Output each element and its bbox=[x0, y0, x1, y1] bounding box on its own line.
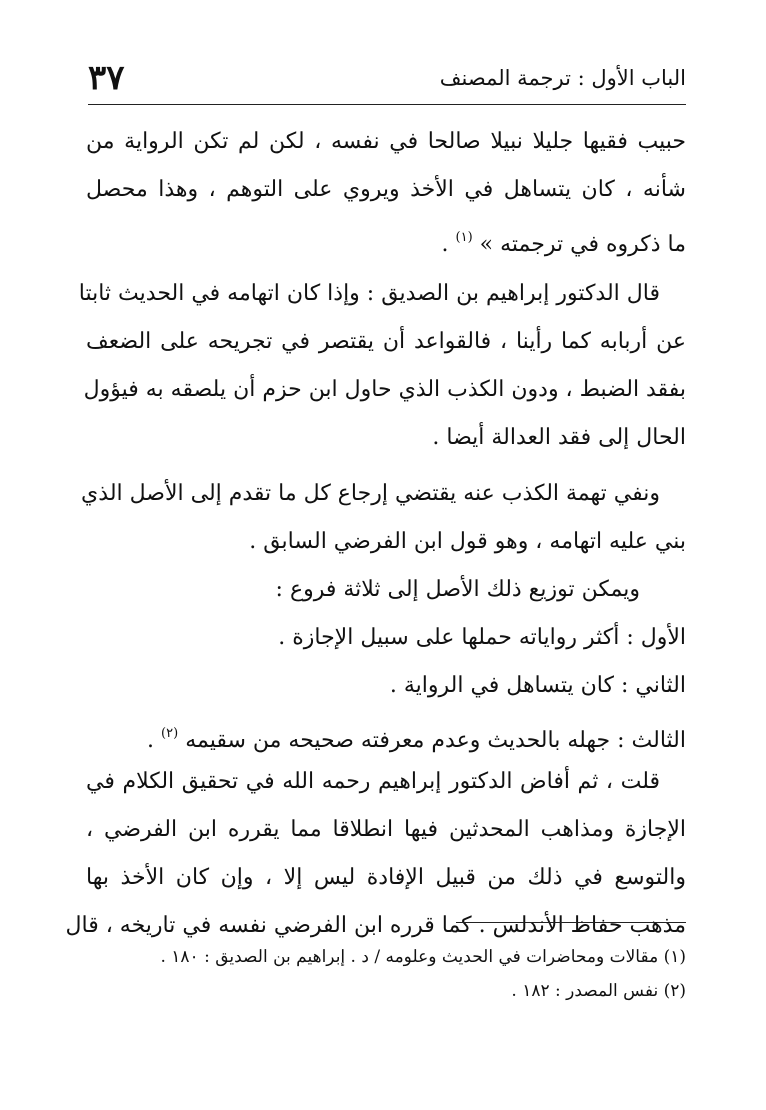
text-line bbox=[86, 214, 686, 262]
text-line: الثاني : كان يتساهل في الرواية . bbox=[389, 673, 686, 698]
text-line: الحال إلى فقد العدالة أيضا . bbox=[432, 425, 686, 450]
text-line: بني عليه اتهامه ، وهو قول ابن الفرضي السابق . bbox=[249, 529, 686, 554]
period: . bbox=[147, 728, 155, 753]
text-line: قال الدكتور إبراهيم بن الصديق : وإذا كان اتهامه في الحديث ثابتا bbox=[78, 281, 660, 306]
running-title: الباب الأول : ترجمة المصنف bbox=[439, 66, 686, 90]
footnotes bbox=[86, 940, 686, 1008]
page-number: ٣٧ bbox=[88, 58, 125, 98]
text-line: ويمكن توزيع ذلك الأصل إلى ثلاثة فروع : bbox=[275, 577, 640, 602]
text-line: قلت ، ثم أفاض الدكتور إبراهيم رحمه الله في تحقيق الكلام في bbox=[86, 769, 660, 794]
text-line: مذهب حفاظ الأندلس . كما قرره ابن الفرضي نفسه في تاريخه ، قال bbox=[65, 913, 686, 938]
footnote-separator bbox=[456, 922, 686, 923]
text-line: الإجازة ومذاهب المحدثين فيها انطلاقا مما يقرره ابن الفرضي ، bbox=[86, 817, 686, 842]
footnote-marker-1: (١) bbox=[455, 230, 473, 245]
text-line bbox=[86, 710, 686, 758]
text-line-content: ما ذكروه في ترجمته » bbox=[479, 232, 686, 257]
period: . bbox=[441, 232, 449, 257]
text-line: عن أربابه كما رأينا ، فالقواعد أن يقتصر في تجريحه على الضعف bbox=[86, 329, 686, 354]
main-text bbox=[65, 118, 686, 950]
text-line: شأنه ، كان يتساهل في الأخذ ويروي على التوهم ، وهذا محصل bbox=[86, 177, 686, 202]
footnote-2: (٢) نفس المصدر : ١٨٢ . bbox=[511, 981, 686, 1001]
text-line: الأول : أكثر رواياته حملها على سبيل الإجازة . bbox=[278, 625, 686, 650]
footnote-marker-2: (٢) bbox=[161, 726, 179, 741]
header-rule bbox=[88, 104, 686, 105]
footnote-1: (١) مقالات ومحاضرات في الحديث وعلومه / د . إبراهيم بن الصديق : ١٨٠ . bbox=[160, 947, 686, 967]
text-line: بفقد الضبط ، ودون الكذب الذي حاول ابن حزم أن يلصقه به فيؤول bbox=[83, 377, 686, 402]
text-line: والتوسع في ذلك من قبيل الإفادة ليس إلا ، وإن كان الأخذ بها bbox=[86, 865, 686, 890]
text-line: ونفي تهمة الكذب عنه يقتضي إرجاع كل ما تقدم إلى الأصل الذي bbox=[81, 481, 660, 506]
text-line: حبيب فقيها جليلا نبيلا صالحا في نفسه ، لكن لم تكن الرواية من bbox=[86, 129, 686, 154]
text-line-content: الثالث : جهله بالحديث وعدم معرفته صحيحه من سقيمه bbox=[185, 728, 686, 753]
page-header bbox=[88, 58, 686, 102]
